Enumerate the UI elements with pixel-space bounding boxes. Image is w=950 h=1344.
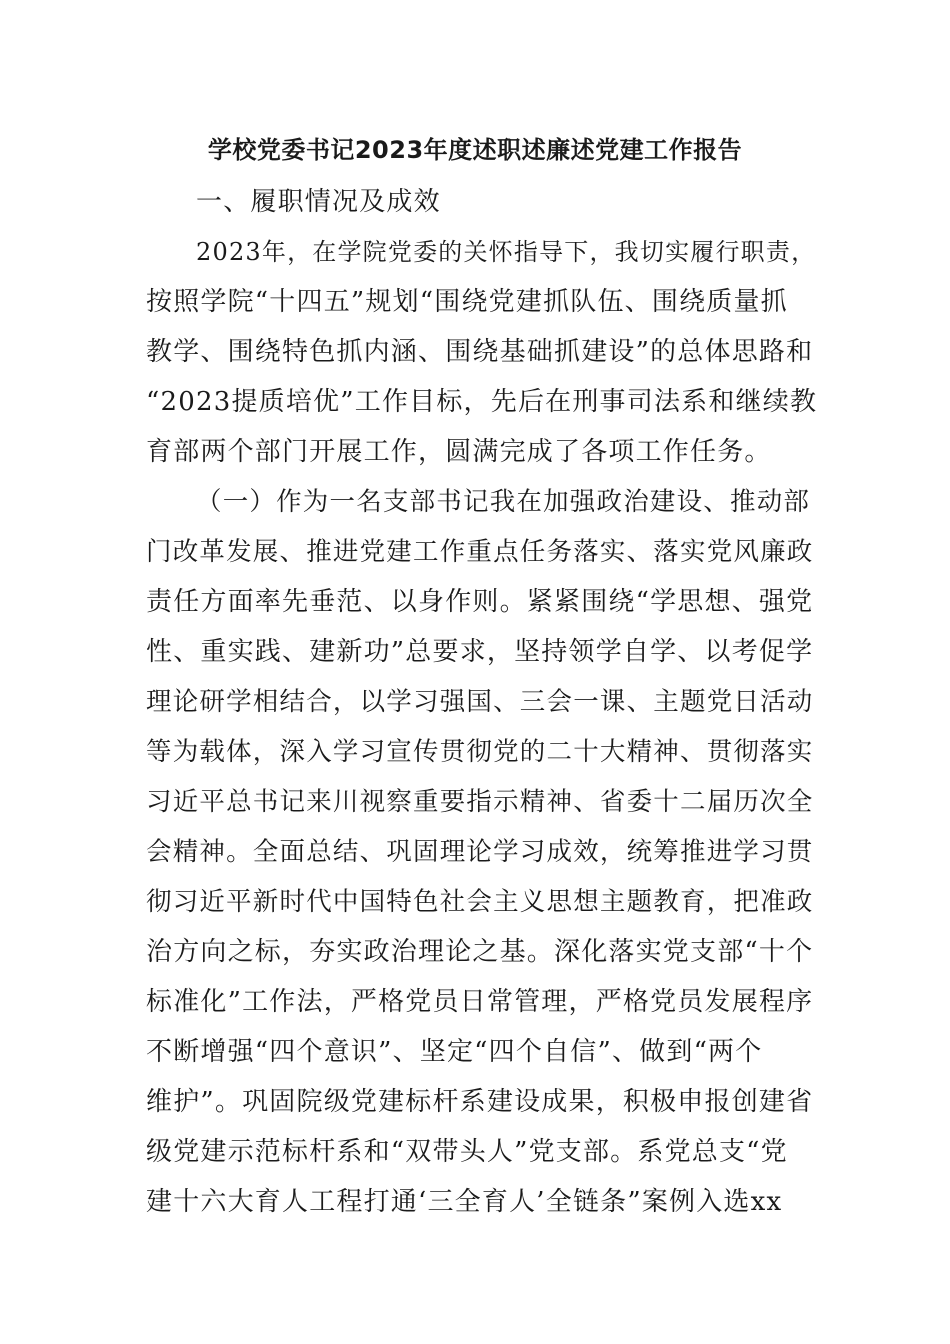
paragraph-line: 责任方面率先垂范、以身作则。紧紧围绕“学思想、强党 (146, 587, 814, 617)
paragraph-line: 标准化”工作法，严格党员日常管理，严格党员发展程序 (146, 987, 814, 1017)
paragraph-line: 性、重实践、建新功”总要求，坚持领学自学、以考促学 (146, 637, 814, 667)
paragraph-line: 2023年，在学院党委的关怀指导下，我切实履行职责， (196, 238, 817, 266)
paragraph-line: 理论研学相结合，以学习强国、三会一课、主题党日活动 (146, 687, 814, 717)
paragraph-line: 育部两个部门开展工作，圆满完成了各项工作任务。 (146, 437, 772, 467)
paragraph-line: 教学、围绕特色抓内涵、围绕基础抓建设”的总体思路和 (146, 337, 814, 367)
paragraph-line: 级党建示范标杆系和“双带头人”党支部。系党总支“党 (146, 1137, 788, 1167)
paragraph-line: 门改革发展、推进党建工作重点任务落实、落实党风廉政 (146, 537, 814, 567)
paragraph-line: 习近平总书记来川视察重要指示精神、省委十二届历次全 (146, 787, 814, 817)
document-title: 学校党委书记2023年度述职述廉述党建工作报告 (207, 136, 743, 164)
paragraph-line: 彻习近平新时代中国特色社会主义思想主题教育，把准政 (146, 887, 814, 917)
paragraph-line: “2023提质培优”工作目标，先后在刑事司法系和继续教 (146, 387, 818, 417)
paragraph-line: 不断增强“四个意识”、坚定“四个自信”、做到“两个 (146, 1037, 763, 1067)
paragraph-line: 建十六大育人工程打通‘三全育人’全链条”案例入选xx (146, 1187, 783, 1217)
paragraph-line: 维护”。巩固院级党建标杆系建设成果，积极申报创建省 (146, 1087, 814, 1117)
section-heading: 一、履职情况及成效 (196, 187, 441, 217)
paragraph-line: （一）作为一名支部书记我在加强政治建设、推动部 (196, 487, 811, 517)
paragraph-line: 治方向之标，夯实政治理论之基。深化落实党支部“十个 (146, 937, 814, 967)
paragraph-line: 按照学院“十四五”规划“围绕党建抓队伍、围绕质量抓 (146, 287, 788, 317)
paragraph-line: 等为载体，深入学习宣传贯彻党的二十大精神、贯彻落实 (146, 737, 814, 767)
paragraph-line: 会精神。全面总结、巩固理论学习成效，统筹推进学习贯 (146, 837, 814, 867)
